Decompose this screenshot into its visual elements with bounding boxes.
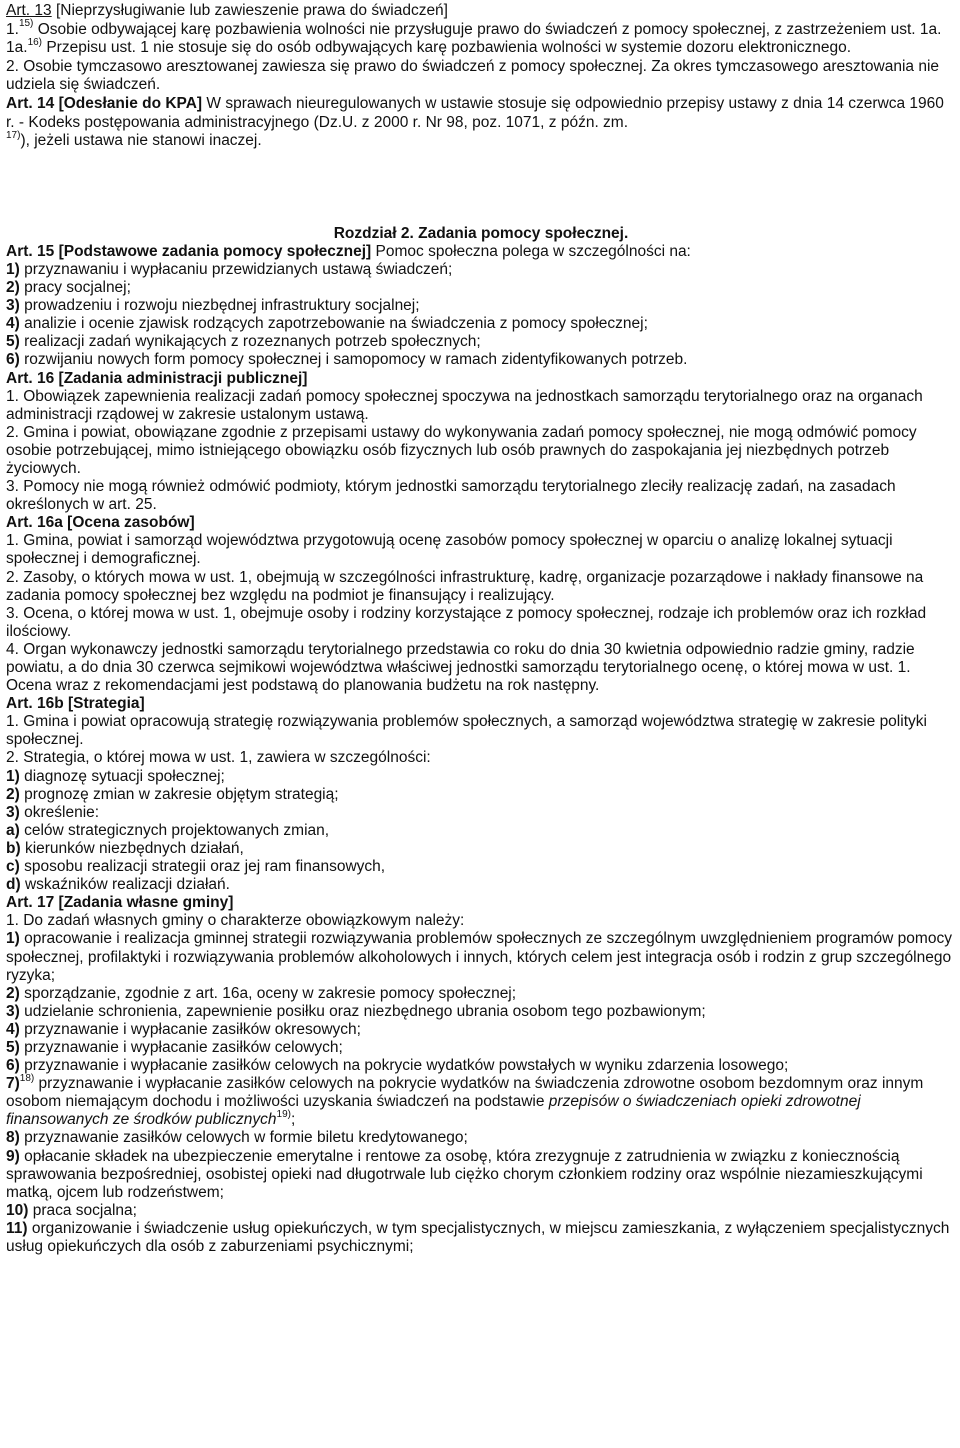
art13-p1-text: Osobie odbywającej karę pozbawienia wolności nie przysługuje prawo do świadczeń z pomocy społecznej, z zastrzeżeniem ust. 1a. [33,20,942,38]
art16-p3: 3. Pomocy nie mogą również odmówić podmioty, którym jednostki samorządu terytorialnego zleciły realizację zadań, na zasadach określonych w art. 25. [6,478,896,514]
art14-heading-num: Art. 14 [6,94,55,112]
list-item-num: 11) [6,1219,28,1237]
list-item [6,1039,956,1057]
list-item-num: 1) [6,260,20,278]
list-item-text: prognozę zmian w zakresie objętym strategią; [19,785,339,803]
art16-heading: Art. 16 [Zadania administracji publicznej] [6,369,308,387]
list-item-num: 5) [6,1038,20,1056]
list-item-num: a) [6,821,20,839]
list-item [6,786,956,804]
list-item-text: kierunków niezbędnych działań, [20,839,244,857]
list-item-num: 10) [6,1201,29,1219]
art16b-sublist [6,822,956,894]
list-item-text: pracy socjalnej; [19,279,131,297]
list-item-num: 1) [6,767,20,785]
art13-p1 [6,18,956,40]
list-item-text: określenie: [19,803,100,821]
art16a-p2: 2. Zasoby, o których mowa w ust. 1, obejmują w szczególności infrastrukturę, kadrę, organizacje pozarządowe i nakłady finansowe na zadania pomocy społecznej bez względu na podmiot je finansujący i realizujący. [6,568,924,604]
list-item-num: 3) [6,803,20,821]
art14-ending [6,132,956,151]
list-item-num: 4) [6,1020,20,1038]
section-chapter-2 [6,225,956,1256]
art16a-p4: 4. Organ wykonawczy jednostki samorządu terytorialnego przedstawia co roku do dnia 30 kwietnia odpowiednio radzie gminy, radzie powiatu, a do dnia 30 czerwca sejmikowi województwa właściwej jednostki samorządu terytorialnego ocenę, o której mowa w ust. 1. Ocena wraz z rekomendacjami jest podstawą do planowania budżetu na rok następny. [6,640,915,695]
art17-p1: 1. Do zadań własnych gminy o charakterze obowiązkowym należy: [6,912,465,930]
art14-paragraph [6,95,956,132]
list-item-num: b) [6,839,21,857]
list-item-num: 3) [6,1002,20,1020]
art14-text: W sprawach nieuregulowanych w ustawie stosuje się odpowiednio przepisy ustawy z dnia 14 czerwca 1960 r. - Kodeks postępowania administracyjnego (Dz.U. z 2000 r. Nr 98, poz. 1071, z późn. zm. [6,94,944,131]
list-item [6,351,956,369]
list-item-text: opłacanie składek na ubezpieczenie emerytalne i rentowe za osobę, która zrezygnuje z zatrudnienia w związku z koniecznością sprawowania bezpośredniej, osobistej opieki nad długotrwale lub ciężko chorym członkiem rodziny oraz wspólnie niezamieszkującymi matką, ojcem lub rodzeństwem; [6,1147,923,1201]
list-item-text: analizie i ocenie zjawisk rodzących zapotrzebowanie na świadczenia z pomocy społecznej; [19,315,648,333]
list-item-num: c) [6,858,20,876]
list-item-text: przyznawanie zasiłków celowych w formie biletu kredytowanego; [19,1129,468,1147]
list-item [6,261,956,279]
art13-heading-title: [Nieprzysługiwanie lub zawieszenie prawa do świadczeń] [55,2,448,19]
list-item [6,1003,956,1021]
list-item-num: 2) [6,279,20,297]
list-item-num: 3) [6,297,20,315]
list-item [6,279,956,297]
art17-item-7 [6,1075,956,1129]
footnote-ref-18: 18) [19,1073,35,1084]
list-item-num: 4) [6,315,20,333]
art13-p1a-num: 1a. [6,39,28,57]
section-art13-14 [6,2,956,151]
art15-intro: Pomoc społeczna polega w szczególności na: [371,242,691,260]
italic-reference: przepisów o świadczeniach opieki zdrowotnej finansowanych ze środków publicznych [6,1093,861,1129]
list-item-num: 6) [6,1057,20,1075]
list-item-text: wskaźników realizacji działań. [20,876,230,894]
list-item-text: sposobu realizacji strategii oraz jej ram finansowych, [19,858,386,876]
list-item [6,1148,956,1202]
list-item [6,1057,956,1075]
list-item [6,1220,956,1256]
list-item [6,840,956,858]
list-item [6,297,956,315]
art15-paragraph [6,243,956,261]
art13-heading [6,2,956,21]
art16b-p2: 2. Strategia, o której mowa w ust. 1, zawiera w szczególności: [6,749,431,767]
spacer [6,151,956,225]
art16b-heading: Art. 16b [Strategia] [6,695,145,713]
footnote-ref-17: 17) [6,130,21,141]
art16a-p1: 1. Gmina, powiat i samorząd województwa przygotowują ocenę zasobów pomocy społecznej w oparciu o analizę lokalnej sytuacji społecznej i demograficznej. [6,532,893,568]
list-item-text: przyznawanie i wypłacanie zasiłków celowych; [19,1038,343,1056]
list-item-text: opracowanie i realizacja gminnej strategii rozwiązywania problemów społecznych ze szczególnym uwzględnieniem programów pomocy społecznej, profilaktyki i rozwiązywania problemów alkoholowych i innych, których celem jest integracja osób i rodzin z grup szczególnego ryzyka; [6,930,952,984]
list-item-text: diagnozę sytuacji społecznej; [19,767,225,785]
list-item [6,333,956,351]
list-item-text: sporządzanie, zgodnie z art. 16a, oceny w zakresie pomocy społecznej; [19,984,517,1002]
art13-p1a-text: Przepisu ust. 1 nie stosuje się do osób odbywających karę pozbawienia wolności w systemie dozoru elektronicznego. [42,39,852,57]
document-page [6,2,956,1256]
list-item-text: praca socjalna; [28,1201,137,1219]
art13-p2: 2. Osobie tymczasowo aresztowanej zawiesza się prawo do świadczeń z pomocy społecznej. Za okres tymczasowego aresztowania nie udziela się świadczeń. [6,57,940,94]
art13-p1-num: 1. [6,20,19,38]
list-item-text: celów strategicznych projektowanych zmian, [19,821,330,839]
art14-heading-title: [Odesłanie do KPA] [58,94,203,112]
list-item-text: przyznawanie i wypłacanie zasiłków okresowych; [19,1020,361,1038]
list-item-num: 7) [6,1075,20,1093]
list-item-text: realizacji zadań wynikających z rozeznanych potrzeb społecznych; [19,333,481,351]
art15-heading-title: [Podstawowe zadania pomocy społecznej] [58,242,372,260]
art17-list [6,930,956,1075]
chapter-title: Rozdział 2. Zadania pomocy społecznej. [333,224,629,242]
art16b-p1: 1. Gmina i powiat opracowują strategię rozwiązywania problemów społecznych, a samorząd województwa strategię w zakresie polityki społecznej. [6,713,927,749]
list-item [6,822,956,840]
list-item [6,985,956,1003]
art16-p2: 2. Gmina i powiat, obowiązane zgodnie z przepisami ustawy do wykonywania zadań pomocy społecznej, nie mogą odmówić pomocy osobie potrzebującej, mimo istniejącego obowiązku osób fizycznych lub osób prawnych do zaspokajania jej niezbędnych potrzeb życiowych. [6,423,917,477]
list-item [6,1129,956,1147]
art17-list-continued [6,1129,956,1256]
art16b-list [6,768,956,822]
list-item [6,315,956,333]
list-item-num: 1) [6,930,20,948]
list-item-text: przyznawaniu i wypłacaniu przewidzianych ustawą świadczeń; [19,260,453,278]
list-item [6,768,956,786]
list-item-num: 9) [6,1147,20,1165]
list-item-num: d) [6,876,21,894]
list-item-text: rozwijaniu nowych form pomocy społecznej i samopomocy w ramach zidentyfikowanych potrzeb. [19,351,688,369]
art14-text-end: ), jeżeli ustawa nie stanowi inaczej. [20,132,262,150]
list-item-text: prowadzeniu i rozwoju niezbędnej infrastruktury socjalnej; [19,297,420,315]
list-item [6,876,956,894]
list-item [6,1021,956,1039]
art13-heading-num: Art. 13 [6,2,52,19]
art15-list [6,261,956,370]
list-item-num: 5) [6,333,20,351]
art16-p1: 1. Obowiązek zapewnienia realizacji zadań pomocy społecznej spoczywa na jednostkach samorządu terytorialnego oraz na organach administracji rządowej w zakresie ustalonym ustawą. [6,387,923,423]
list-item-num: 2) [6,785,20,803]
art16a-heading: Art. 16a [Ocena zasobów] [6,514,195,532]
art13-p1a [6,39,956,58]
list-item-num: 2) [6,984,20,1002]
footnote-ref-19: 19) [276,1109,291,1121]
list-item-text: udzielanie schronienia, zapewnienie posiłku oraz niezbędnego ubrania osobom tego pozbawionym; [19,1002,706,1020]
art17-heading: Art. 17 [Zadania własne gminy] [6,894,234,912]
list-item-num: 8) [6,1129,20,1147]
art15-heading-num: Art. 15 [6,242,55,260]
list-item-text: organizowanie i świadczenie usług opiekuńczych, w tym specjalistycznych, w miejscu zamieszkania, z wyłączeniem specjalistycznych usług opiekuńczych dla osób z zaburzeniami psychicznymi; [6,1219,950,1255]
list-item-text: przyznawanie i wypłacanie zasiłków celowych na pokrycie wydatków na świadczenia zdrowotne osobom bezdomnym oraz innym osobom niemającym dochodu i możliwości uzyskania świadczeń na podstawie [6,1075,924,1111]
list-item [6,804,956,822]
list-item-end: ; [290,1111,296,1129]
art16a-p3: 3. Ocena, o której mowa w ust. 1, obejmuje osoby i rodziny korzystające z pomocy społecznej, rodzaje ich problemów oraz ich rozkład ilościowy. [6,604,927,640]
list-item [6,858,956,876]
list-item-num: 6) [6,351,20,369]
list-item [6,930,956,984]
footnote-ref-15: 15) [18,18,34,30]
footnote-ref-16: 16) [27,37,43,49]
list-item [6,1202,956,1220]
list-item-text: przyznawanie i wypłacanie zasiłków celowych na pokrycie wydatków powstałych w wyniku zdarzenia losowego; [19,1057,789,1075]
